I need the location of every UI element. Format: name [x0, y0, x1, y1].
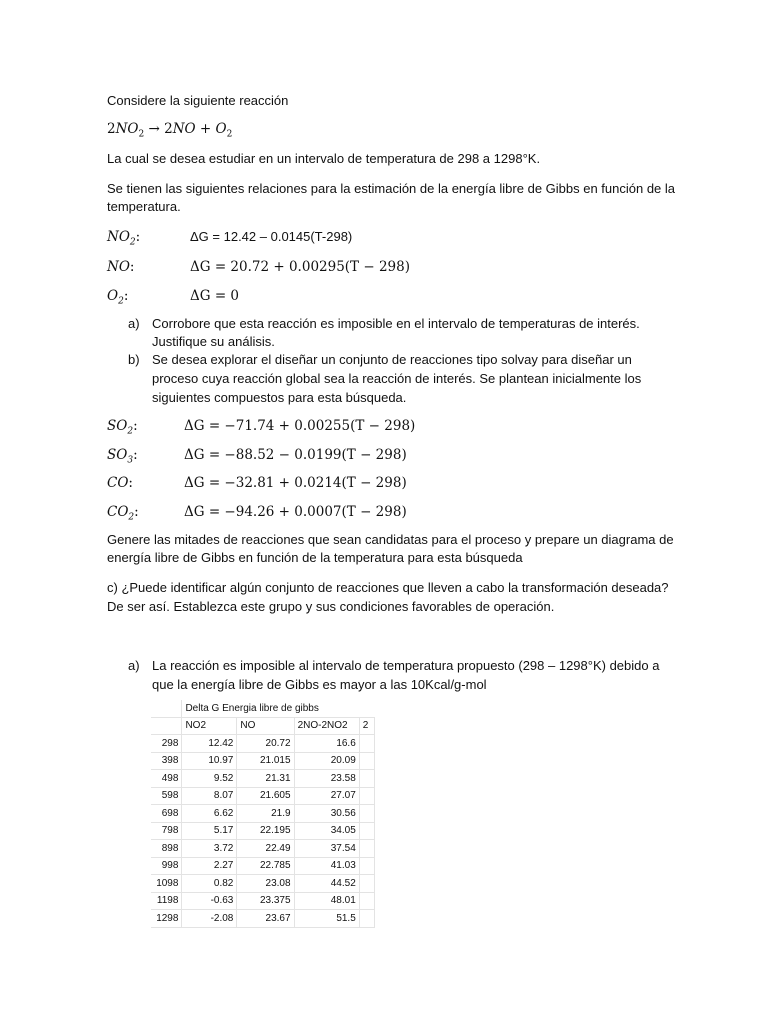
table-row: 698 6.62 21.9 30.56 [151, 805, 375, 823]
paragraph-relations-line1: Se tienen las siguientes relaciones para la estimación de la energía libre de Gibbs en función de la [107, 181, 676, 196]
table-row: 898 3.72 22.49 37.54 [151, 840, 375, 858]
paragraph-generate-line1: Genere las mitades de reacciones que sean candidatas para el proceso y prepare un diagrama de [107, 532, 674, 547]
table-header: NO2 [182, 717, 237, 735]
table-corner [151, 717, 182, 735]
reaction-rhs2-sub: 2 [226, 129, 233, 140]
table-row: 498 9.52 21.31 23.58 [151, 770, 375, 788]
reaction-arrow: → [148, 121, 160, 137]
table-row: 298 12.42 20.72 16.6 [151, 735, 375, 753]
paragraph-interval: La cual se desea estudiar en un intervalo de temperatura de 298 a 1298°K. [107, 151, 541, 166]
reaction-rhs2-species: O [215, 121, 227, 137]
reaction-rhs1-coef: 2 [164, 121, 173, 137]
table-row: 798 5.17 22.195 34.05 [151, 822, 375, 840]
item-a-line1: Corrobore que esta reacción es imposible en el intervalo de temperaturas de interés. [152, 316, 640, 331]
item-b-line2: proceso cuya reacción global sea la reacción de interés. Se plantean inicialmente los [152, 371, 642, 386]
relation-species: $NO_2$: [107, 229, 141, 248]
reaction-equation [107, 120, 232, 144]
relation-species: $SO_3$: [107, 447, 138, 466]
reaction-lhs-species: NO [115, 121, 139, 137]
answer-a-line2: que la energía libre de Gibbs es mayor a las 10Kcal/g-mol [152, 677, 487, 692]
table-corner [151, 700, 182, 717]
relation-species: CO: [107, 475, 133, 491]
reaction-plus: + [199, 121, 212, 137]
relation-equation: ΔG = −94.26 + 0.0007(T − 298) [184, 504, 407, 520]
relation-equation: ΔG = −71.74 + 0.00255(T − 298) [184, 418, 416, 434]
table-row: 1198 -0.63 23.375 48.01 [151, 892, 375, 910]
relation-species: $CO_2$: [107, 504, 139, 523]
question-c-line2: De ser así. Establezca este grupo y sus condiciones favorables de operación. [107, 599, 555, 614]
relation-equation: ΔG = 0 [190, 288, 240, 304]
intro-text: Considere la siguiente reacción [107, 93, 289, 108]
paragraph-relations-line2: temperatura. [107, 199, 181, 214]
item-b-line3: siguientes compuestos para esta búsqueda. [152, 390, 407, 405]
table-title: Delta G Energia libre de gibbs [182, 700, 375, 717]
item-a-label: a) [128, 316, 140, 331]
relation-species: $O_2$: [107, 288, 129, 307]
relation-equation: ΔG = 20.72 + 0.00295(T − 298) [190, 259, 410, 275]
reaction-rhs1-species: NO [172, 121, 196, 137]
relation-equation: ΔG = 12.42 – 0.0145(T-298) [190, 229, 353, 244]
answer-a-label: a) [128, 658, 140, 673]
answer-a-line1: La reacción es imposible al intervalo de temperatura propuesto (298 – 1298°K) debido a [152, 658, 660, 673]
table-row: 1098 0.82 23.08 44.52 [151, 875, 375, 893]
relation-species: NO: [107, 259, 135, 275]
table-row: 398 10.97 21.015 20.09 [151, 752, 375, 770]
question-c-line1: c) ¿Puede identificar algún conjunto de reacciones que lleven a cabo la transformación deseada? [107, 580, 669, 595]
item-b-label: b) [128, 352, 140, 367]
relation-equation: ΔG = −32.81 + 0.0214(T − 298) [184, 475, 407, 491]
table-header: 2NO-2NO2 [294, 717, 359, 735]
reaction-lhs-coef: 2 [107, 121, 116, 137]
table-header: NO [237, 717, 294, 735]
item-b-line1: Se desea explorar el diseñar un conjunto de reacciones tipo solvay para diseñar un [152, 352, 632, 367]
table-row: 598 8.07 21.605 27.07 [151, 787, 375, 805]
table-header: 2 [359, 717, 374, 735]
table-row: 1298 -2.08 23.67 51.5 [151, 910, 375, 928]
relation-species: $SO_2$: [107, 418, 138, 437]
delta-g-table [151, 700, 375, 924]
reaction-lhs-sub: 2 [138, 129, 145, 140]
table-row: 998 2.27 22.785 41.03 [151, 857, 375, 875]
paragraph-generate-line2: energía libre de Gibbs en función de la temperatura para esta búsqueda [107, 550, 523, 565]
relation-equation: ΔG = −88.52 − 0.0199(T − 298) [184, 447, 407, 463]
item-a-line2: Justifique su análisis. [152, 334, 275, 349]
